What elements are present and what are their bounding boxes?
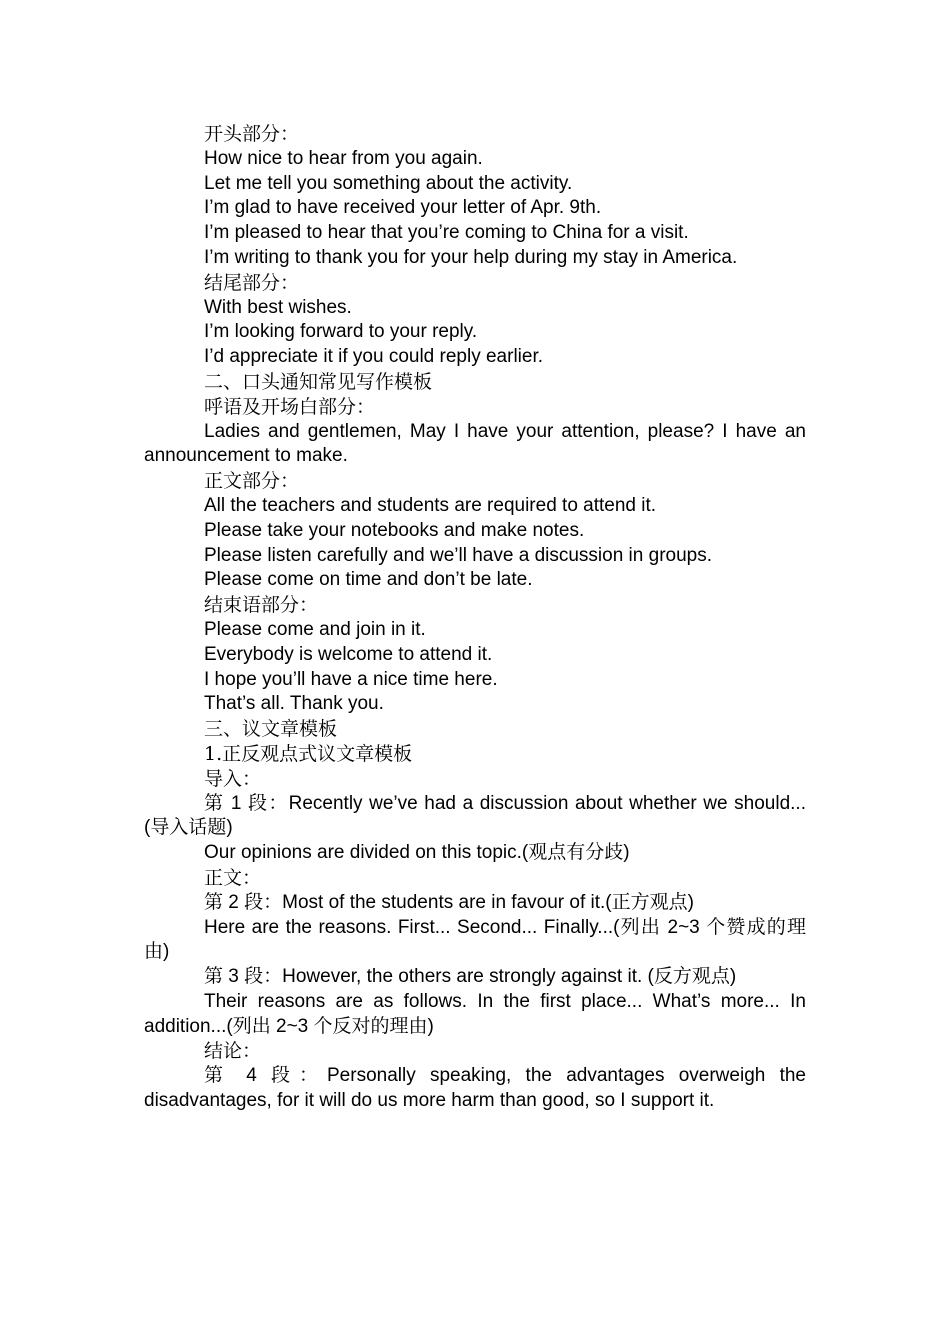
sentence: Ladies and gentlemen, May I have your attention, please? I have an announcement to make. [144,420,806,467]
sentence: Our opinions are divided on this topic.(观点有分歧) [204,842,630,864]
sentence: How nice to hear from you again. [204,147,483,169]
sentence: Here are the reasons. First... Second... Finally...(列出 2~3 个赞成的理由) [144,916,806,963]
heading-greeting: 呼语及开场白部分： [204,395,376,418]
sentence: That’s all. Thank you. [204,693,384,715]
sentence: Let me tell you something about the activity. [204,172,573,194]
sentence: Their reasons are as follows. In the first place... What’s more... In addition...(列出 2~3 个反对的理由) [144,990,806,1037]
section-heading-argument: 三、议文章模板 [204,718,338,741]
heading-opening: 开头部分： [204,123,300,145]
sentence: With best wishes. [204,296,352,318]
heading-closing: 结尾部分： [204,271,300,294]
sentence: I’m glad to have received your letter of Apr. 9th. [204,197,602,219]
sentence: Please listen carefully and we’ll have a discussion in groups. [204,544,712,566]
heading-body: 正文部分： [204,470,300,493]
paragraph-4: 第 4 段：Personally speaking, the advantages overweigh the disadvantages, for it will do us more harm than good, so I support it. [144,1065,806,1112]
heading-intro: 导入： [204,767,262,790]
sentence: I’m looking forward to your reply. [204,321,478,343]
sentence: Everybody is welcome to attend it. [204,643,493,665]
sentence: I’m writing to thank you for your help during my stay in America. [204,246,738,268]
sentence: I’d appreciate it if you could reply earlier. [204,346,544,368]
paragraph-1: 第 1 段：Recently we’ve had a discussion about whether we should... (导入话题) [144,792,806,839]
sentence: Please come on time and don’t be late. [204,569,533,591]
heading-conclusion: 结论： [204,1040,262,1063]
subheading-pro-con: 1.正反观点式议文章模板 [204,742,413,765]
document-page [144,122,806,1114]
sentence: I’m pleased to hear that you’re coming to China for a visit. [204,222,689,244]
heading-main: 正文： [204,866,262,889]
paragraph-3: 第 3 段：However, the others are strongly against it. (反方观点) [204,966,737,988]
sentence: All the teachers and students are required to attend it. [204,494,657,516]
section-heading-oral-notice: 二、口头通知常见写作模板 [204,370,433,393]
sentence: Please come and join in it. [204,618,426,640]
sentence: Please take your notebooks and make notes. [204,519,585,541]
sentence: I hope you’ll have a nice time here. [204,668,498,690]
paragraph-2: 第 2 段：Most of the students are in favour of it.(正方观点) [204,891,694,913]
heading-ending: 结束语部分： [204,594,319,617]
